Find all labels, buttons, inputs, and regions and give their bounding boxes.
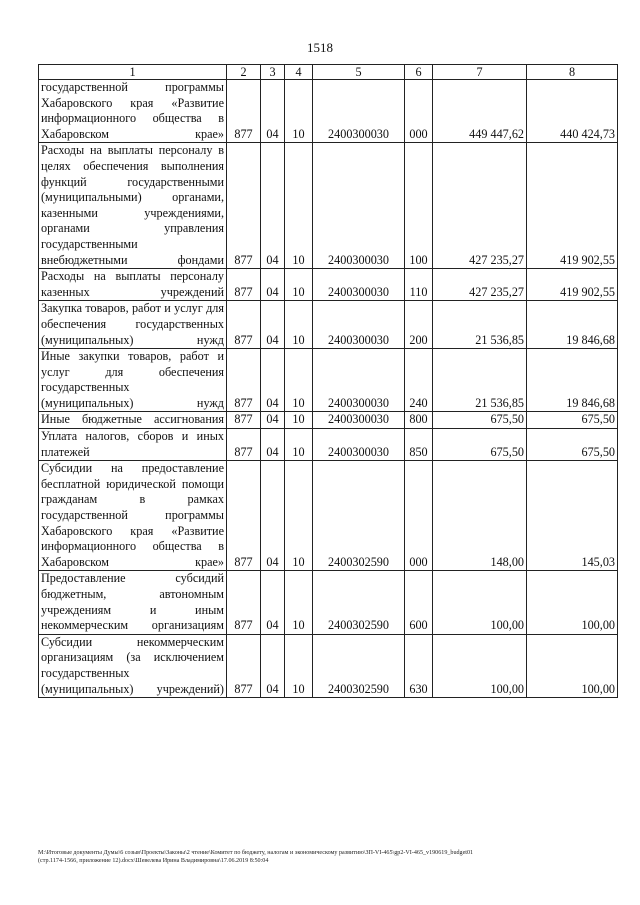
row-value-cell: 10 bbox=[285, 80, 313, 143]
header-cell: 6 bbox=[405, 65, 433, 80]
row-value-cell: 04 bbox=[261, 429, 285, 461]
row-value-cell: 2400300030 bbox=[313, 301, 405, 349]
row-value-cell: 21 536,85 bbox=[433, 301, 527, 349]
header-cell: 4 bbox=[285, 65, 313, 80]
row-value-cell: 877 bbox=[227, 301, 261, 349]
header-cell: 5 bbox=[313, 65, 405, 80]
row-value-cell: 2400300030 bbox=[313, 349, 405, 412]
row-value-cell: 2400300030 bbox=[313, 269, 405, 301]
row-value-cell: 2400302590 bbox=[313, 634, 405, 697]
row-value-cell: 000 bbox=[405, 80, 433, 143]
row-value-cell: 04 bbox=[261, 269, 285, 301]
row-value-cell: 200 bbox=[405, 301, 433, 349]
table-row bbox=[39, 634, 618, 697]
row-value-cell: 850 bbox=[405, 429, 433, 461]
table-row bbox=[39, 571, 618, 634]
row-name-cell: Субсидии некоммерческим организациям (за исключением государственных (муниципальных) учреждений) bbox=[39, 634, 227, 697]
header-cell: 2 bbox=[227, 65, 261, 80]
row-value-cell: 100,00 bbox=[433, 634, 527, 697]
table-row bbox=[39, 80, 618, 143]
row-value-cell: 19 846,68 bbox=[527, 301, 618, 349]
row-value-cell: 100,00 bbox=[527, 634, 618, 697]
row-value-cell: 427 235,27 bbox=[433, 269, 527, 301]
row-value-cell: 675,50 bbox=[527, 429, 618, 461]
row-value-cell: 240 bbox=[405, 349, 433, 412]
row-value-cell: 000 bbox=[405, 461, 433, 571]
row-name-cell: государственной программы Хабаровского края «Развитие информационного общества в Хабаровском крае» bbox=[39, 80, 227, 143]
row-value-cell: 2400300030 bbox=[313, 429, 405, 461]
row-value-cell: 10 bbox=[285, 634, 313, 697]
row-value-cell: 100,00 bbox=[433, 571, 527, 634]
row-value-cell: 877 bbox=[227, 571, 261, 634]
row-value-cell: 675,50 bbox=[433, 429, 527, 461]
row-name-cell: Уплата налогов, сборов и иных платежей bbox=[39, 429, 227, 461]
row-name-cell: Расходы на выплаты персоналу казенных учреждений bbox=[39, 269, 227, 301]
row-name-cell: Иные закупки товаров, работ и услуг для обеспечения государственных (муниципальных) нужд bbox=[39, 349, 227, 412]
row-value-cell: 419 902,55 bbox=[527, 143, 618, 269]
header-row bbox=[39, 65, 618, 80]
row-value-cell: 04 bbox=[261, 571, 285, 634]
row-value-cell: 10 bbox=[285, 461, 313, 571]
row-value-cell: 2400302590 bbox=[313, 571, 405, 634]
row-value-cell: 2400300030 bbox=[313, 412, 405, 429]
row-value-cell: 877 bbox=[227, 634, 261, 697]
row-value-cell: 110 bbox=[405, 269, 433, 301]
row-value-cell: 04 bbox=[261, 634, 285, 697]
row-name-cell: Субсидии на предоставление бесплатной юридической помощи гражданам в рамках государственной программы Хабаровского края «Развитие информационного общества в Хабаровском крае» bbox=[39, 461, 227, 571]
footer-line: M:\Итоговые документы Думы\6 созыв\Проекты\Законы\2 чтение\Комитет по бюджету, налогам и экономическому развитию\ЗП-VI-465\gp2-VI-465_v190619_budget01 bbox=[38, 850, 474, 856]
file-path-footer bbox=[38, 849, 623, 865]
row-value-cell: 2400300030 bbox=[313, 80, 405, 143]
row-value-cell: 877 bbox=[227, 349, 261, 412]
page-number: 1518 bbox=[307, 40, 333, 55]
row-value-cell: 2400302590 bbox=[313, 461, 405, 571]
row-value-cell: 04 bbox=[261, 301, 285, 349]
row-value-cell: 675,50 bbox=[527, 412, 618, 429]
row-value-cell: 877 bbox=[227, 143, 261, 269]
row-value-cell: 04 bbox=[261, 80, 285, 143]
budget-table bbox=[38, 64, 618, 698]
row-value-cell: 600 bbox=[405, 571, 433, 634]
row-name-cell: Закупка товаров, работ и услуг для обеспечения государственных (муниципальных) нужд bbox=[39, 301, 227, 349]
row-value-cell: 04 bbox=[261, 461, 285, 571]
row-value-cell: 10 bbox=[285, 412, 313, 429]
footer-line: (стр.1174-1566, приложение 12).docx\Шевелева Ирина Владимировна\17.06.2019 8:50:04 bbox=[38, 858, 269, 864]
table-row bbox=[39, 301, 618, 349]
row-value-cell: 877 bbox=[227, 412, 261, 429]
row-value-cell: 877 bbox=[227, 269, 261, 301]
table-row bbox=[39, 429, 618, 461]
table-row bbox=[39, 412, 618, 429]
row-value-cell: 877 bbox=[227, 429, 261, 461]
row-value-cell: 10 bbox=[285, 429, 313, 461]
row-value-cell: 630 bbox=[405, 634, 433, 697]
header-cell: 8 bbox=[527, 65, 618, 80]
header-cell: 1 bbox=[39, 65, 227, 80]
row-value-cell: 10 bbox=[285, 349, 313, 412]
row-value-cell: 10 bbox=[285, 571, 313, 634]
row-value-cell: 04 bbox=[261, 412, 285, 429]
row-value-cell: 10 bbox=[285, 269, 313, 301]
row-value-cell: 800 bbox=[405, 412, 433, 429]
row-name-cell: Расходы на выплаты персоналу в целях обеспечения выполнения функций государственными (муниципальными) органами, казенными учреждениями, органами управления государственными внебюджетными фондами bbox=[39, 143, 227, 269]
row-value-cell: 145,03 bbox=[527, 461, 618, 571]
row-value-cell: 10 bbox=[285, 301, 313, 349]
row-value-cell: 449 447,62 bbox=[433, 80, 527, 143]
row-value-cell: 877 bbox=[227, 461, 261, 571]
table-row bbox=[39, 143, 618, 269]
row-value-cell: 10 bbox=[285, 143, 313, 269]
row-value-cell: 419 902,55 bbox=[527, 269, 618, 301]
row-value-cell: 04 bbox=[261, 349, 285, 412]
row-value-cell: 440 424,73 bbox=[527, 80, 618, 143]
table-row bbox=[39, 461, 618, 571]
row-name-cell: Предоставление субсидий бюджетным, автономным учреждениям и иным некоммерческим организациям bbox=[39, 571, 227, 634]
row-value-cell: 100,00 bbox=[527, 571, 618, 634]
row-value-cell: 877 bbox=[227, 80, 261, 143]
row-value-cell: 100 bbox=[405, 143, 433, 269]
row-value-cell: 21 536,85 bbox=[433, 349, 527, 412]
table-row bbox=[39, 349, 618, 412]
row-value-cell: 675,50 bbox=[433, 412, 527, 429]
row-value-cell: 19 846,68 bbox=[527, 349, 618, 412]
row-name-cell: Иные бюджетные ассигнования bbox=[39, 412, 227, 429]
table-row bbox=[39, 269, 618, 301]
row-value-cell: 04 bbox=[261, 143, 285, 269]
row-value-cell: 427 235,27 bbox=[433, 143, 527, 269]
header-cell: 3 bbox=[261, 65, 285, 80]
row-value-cell: 2400300030 bbox=[313, 143, 405, 269]
row-value-cell: 148,00 bbox=[433, 461, 527, 571]
header-cell: 7 bbox=[433, 65, 527, 80]
